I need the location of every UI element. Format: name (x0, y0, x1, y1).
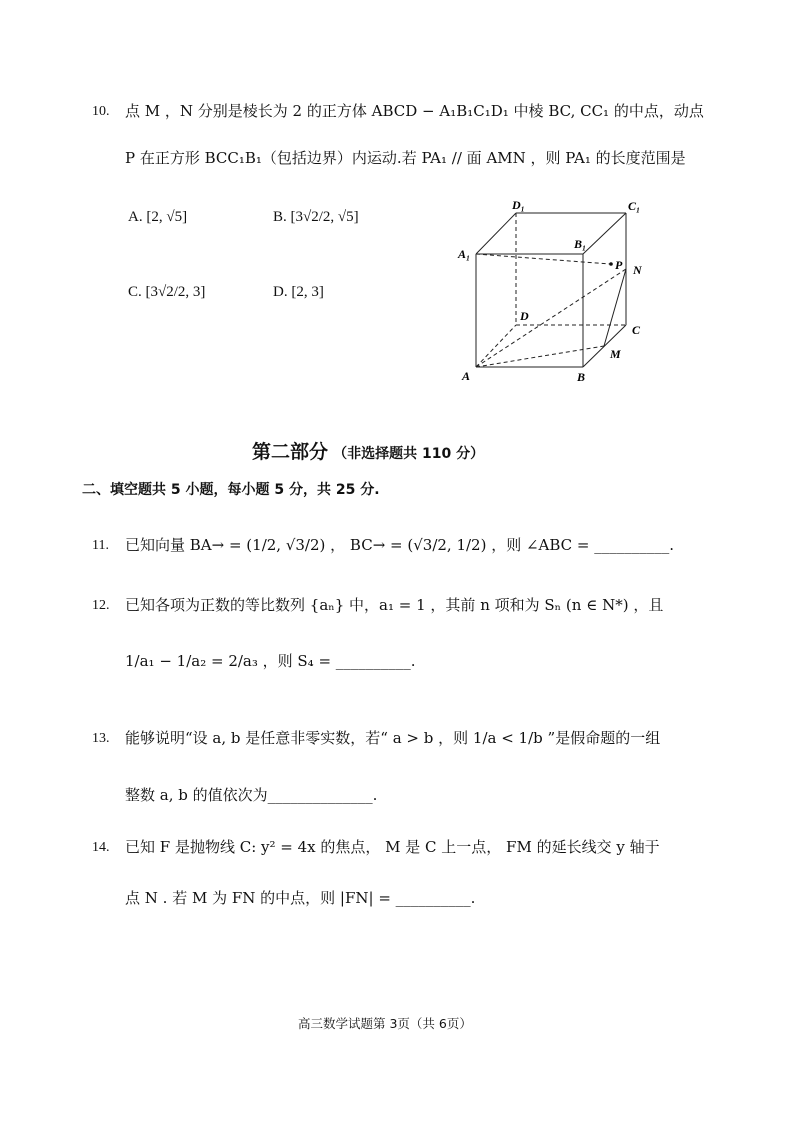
q10-number: 10. (92, 104, 110, 119)
label-d1: D₁ (512, 198, 525, 212)
option-a-label: A. (128, 209, 143, 225)
q13-number: 13. (92, 731, 110, 746)
q10-line1: 点 M ，N 分别是棱长为 2 的正方体 ABCD − A₁B₁C₁D₁ 中棱 BC, CC₁ 的中点，动点 (125, 102, 704, 120)
q12-number: 12. (92, 598, 110, 613)
part2-title-note: （非选择题共 110 分） (333, 446, 485, 462)
q14-line1: 已知 F 是抛物线 C: y² = 4x 的焦点， M 是 C 上一点， FM 的延长线交 y 轴于 (125, 838, 660, 856)
part2-heading (252, 437, 484, 464)
option-a-text: [2, √5] (146, 209, 188, 225)
segment-a-m (476, 346, 604, 367)
q10-option-a (128, 206, 187, 228)
label-d: D (520, 309, 529, 323)
label-b: B (577, 370, 586, 384)
q13-line2: 整数 a, b 的值依次为______________. (125, 786, 378, 804)
q10-option-b (273, 206, 359, 228)
section2-heading: 二、填空题共 5 小题，每小题 5 分，共 25 分. (82, 482, 380, 498)
option-b-text: [3√2/2, √5] (290, 209, 359, 225)
q12-line1: 已知各项为正数的等比数列 {aₙ} 中，a₁ = 1 ，其前 n 项和为 Sₙ (n ∈ N*) ，且 (125, 596, 664, 614)
label-n: N (633, 263, 642, 277)
page-footer: 高三数学试题第 3页（共 6页） (298, 1016, 472, 1031)
point-p (609, 262, 613, 266)
label-a1: A₁ (458, 247, 471, 261)
segment-a1-p (476, 254, 610, 264)
q11-text: 已知向量 BA→ = (1/2, √3/2) ， BC→ = (√3/2, 1/2) ，则 ∠ABC = __________. (125, 536, 675, 554)
label-p: P (615, 258, 623, 272)
cube-figure (450, 190, 660, 390)
label-c1: C₁ (628, 199, 641, 213)
option-b-label: B. (273, 209, 287, 225)
segment-m-n (604, 269, 626, 346)
label-m: M (610, 347, 621, 361)
part2-title: 第二部分 (252, 441, 329, 463)
edge-a1-d1 (476, 213, 516, 254)
q10-line2: P 在正方形 BCC₁B₁（包括边界）内运动.若 PA₁ // 面 AMN ，则 PA₁ 的长度范围是 (125, 149, 686, 167)
q14-line2: 点 N . 若 M 为 FN 的中点，则 |FN| = __________. (125, 889, 476, 907)
label-c: C (632, 323, 641, 337)
option-d-text: [2, 3] (291, 284, 324, 300)
option-d-label: D. (273, 284, 288, 300)
edge-a-d (476, 325, 516, 367)
option-c-label: C. (128, 284, 142, 300)
segment-a-n (476, 269, 626, 367)
label-a: A (462, 369, 471, 383)
q12-line2: 1/a₁ − 1/a₂ = 2/a₃ ，则 S₄ = __________. (125, 652, 416, 670)
q10-option-c (128, 281, 205, 303)
label-b1: B₁ (574, 237, 587, 251)
q11-number: 11. (92, 538, 109, 553)
edge-b1-c1 (583, 213, 626, 254)
q10-option-d (273, 281, 324, 303)
q13-line1: 能够说明“设 a, b 是任意非零实数，若“ a > b ，则 1/a < 1/b ”是假命题的一组 (125, 729, 661, 747)
q14-number: 14. (92, 840, 110, 855)
option-c-text: [3√2/2, 3] (145, 284, 206, 300)
